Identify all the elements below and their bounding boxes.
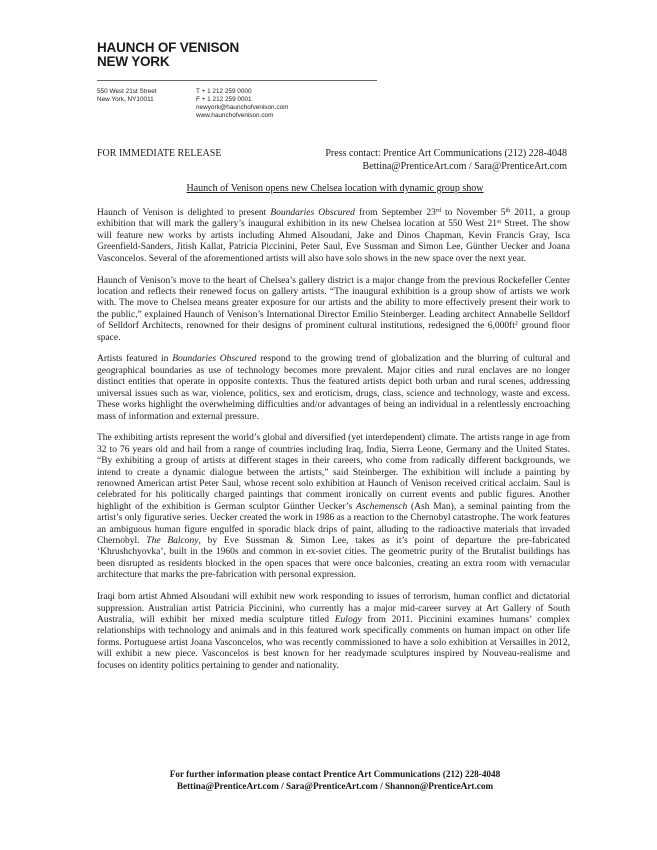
gallery-logo (97, 41, 239, 69)
press-contact (325, 148, 567, 173)
p4-text-c: , by Eve Sussman & Simon Lee, takes as it’s point of departure the pre-fabricated ‘Khrushchyovka’, built in the 1960s and common in ex-soviet cities. The geometric purity of the Brutalist buildings has been disrupted as residents blocked in the open spaces that were once balconies, creating an extra room with vernacular architecture that marks the pre-fabrication with personal expression. (97, 536, 570, 581)
website-address: www.haunchofvenison.com (196, 111, 274, 119)
p2-text-a: Haunch of Venison’s move to the heart of Chelsea’s gallery district is a major change from the previous Rockefeller Center location and reflects their renewed focus on gallery artists. “The inaugural exhibition is a group show of artists we work with. The move to Chelsea means greater exposure for our artists and the ability to more effectively present their work to the public,” explained Haunch of Venison’s International Director Emilio Steinberger. Leading architect Annabelle Selldorf of Selldorf Architects, renowned for their designs of prominent cultural institutions, redesigned the 6,000ft (97, 275, 570, 332)
p5-text-a: Iraqi born artist Ahmed Alsoudani will exhibit new work responding to issues of terrorism, human conflict and dictatorial suppression. Australian artist Patricia Piccinini, who currently has a major mid-career survey at Art Gallery of South Australia, will exhibit her mixed media sculpture titled (97, 592, 570, 625)
paragraph-2 (97, 276, 570, 344)
p5-text-b: from 2011. Piccinini examines humans’ complex relationships with technology and animals and in this featured work specifically comments on human impact on other life forms. Portuguese artist Joana Vasconcelos, who was recently commissioned to have a solo exhibition at Versailles in 2012, will exhibit a new piece. Vasconcelos is best known for her readymade sculptures inspired by Nouveau-realisme and focuses on identity politics pertaining to gender and nationality. (97, 615, 570, 671)
p1-text-e: Street. The show will feature new works by artists including Ahmed Alsoudani, Jake and Dinos Chapman, Kevin Francis Gray, Isca Greenfield-Sanders, Jitish Kallat, Patricia Piccinini, Peter Saul, Eve Sussman and Simon Lee, Günther Uecker and Joana Vasconcelos. Several of the aforementioned artists will also have solo shows in the new space over the next year. (97, 219, 570, 264)
phone-number: T + 1 212 259 0000 (196, 88, 252, 95)
exhibition-title: Boundaries Obscured (270, 208, 355, 218)
release-label: FOR IMMEDIATE RELEASE (97, 148, 222, 159)
press-contact-line-1: Press contact: Prentice Art Communications (212) 228-4048 (325, 148, 567, 159)
contact-details (196, 88, 288, 120)
address-street: 550 West 21st Street (97, 88, 157, 95)
p1-text-c: to November 5 (440, 208, 506, 218)
letterhead-divider (97, 80, 377, 81)
p4-text-b: (Ash Man), a seminal painting from the artist’s only figurative series. Uecker created the work in 1986 as a reaction to the Chernobyl catastrophe. The work features an ambiguous human figure engulfed in sporadic black drips of paint, alluding to the radioactive materials that invaded Chernobyl. (97, 501, 570, 547)
press-release-body (97, 208, 570, 683)
footer-line-2: Bettina@PrenticeArt.com / Sara@PrenticeArt.com / Shannon@PrenticeArt.com (176, 780, 494, 791)
logo-line-1: HAUNCH OF VENISON (97, 40, 240, 55)
p4-text-a: The exhibiting artists represent the world’s global and diversified (yet interdependent) climate. The artists range in age from 32 to 76 years old and hail from a range of countries including Iraq, India, Sierra Leone, Germany and the United States. “By exhibiting a group of artists at different stages in their careers, who come from radically different backgrounds, we intend to create a dynamic dialogue between the artists,” said Steinberger. The exhibition will include a painting by renowned American artist Peter Saul, whose recent solo exhibition at Haunch of Venison received critical acclaim. Saul is celebrated for his politically charged paintings that comment ironically on current events and public figures. Another highlight of the exhibition is German sculptor Günther Uecker’s (97, 433, 570, 512)
paragraph-1 (97, 208, 570, 265)
footer-line-1: For further information please contact Prentice Art Communications (212) 228-4048 (169, 769, 501, 779)
headline-text: Haunch of Venison opens new Chelsea location with dynamic group show (186, 183, 484, 194)
paragraph-3 (97, 354, 570, 422)
p1-sup-3: st (497, 219, 502, 226)
p2-sup: 2 (514, 321, 518, 328)
artwork-title-eulogy: Eulogy (334, 615, 362, 625)
p3-text-b: respond to the growing trend of globalization and the blurring of cultural and geographical boundaries as use of technology becomes more prevalent. Major cities and rural enclaves are no longer distinct entities that operate in opposite contexts. Thus the featured artists depict both urban and rural scenes, addressing universal issues such as war, violence, politics, sex and eroticism, drugs, class, science and technology, waste and excess. These works highlight the overwhelming difficulties and/or advantages of being an individual in a relentlessly encroaching mass of information and external pressure. (97, 354, 571, 422)
footer-contact (97, 769, 573, 792)
headline (97, 183, 573, 194)
p3-text-a: Artists featured in (97, 354, 173, 365)
paragraph-5 (97, 592, 570, 672)
paragraph-4 (97, 433, 570, 581)
exhibition-title: Boundaries Obscured (172, 354, 257, 365)
fax-number: F + 1 212 259 0001 (196, 95, 252, 103)
p1-text-a: Haunch of Venison is delighted to present (97, 208, 271, 218)
logo-line-2: NEW YORK (97, 54, 170, 69)
address-city: New York, NY10011 (97, 95, 154, 103)
street-address (97, 88, 157, 104)
p2-text-b: ground floor space. (97, 321, 570, 343)
press-contact-line-2: Bettina@PrenticeArt.com / Sara@PrenticeArt.com (362, 160, 567, 172)
p1-text-d: 2011, a group exhibition that will mark the gallery’s inaugural exhibition in its new Chelsea location at 550 West 21 (97, 208, 570, 230)
artwork-title-balcony: The Balcony (146, 536, 199, 547)
artwork-title-aschemensch: Aschemensch (356, 501, 408, 512)
p1-text-b: from September 23 (354, 208, 436, 218)
p1-sup-2: th (505, 208, 511, 214)
p1-sup-1: rd (435, 208, 441, 214)
email-address: newyork@haunchofvenison.com (196, 103, 289, 111)
